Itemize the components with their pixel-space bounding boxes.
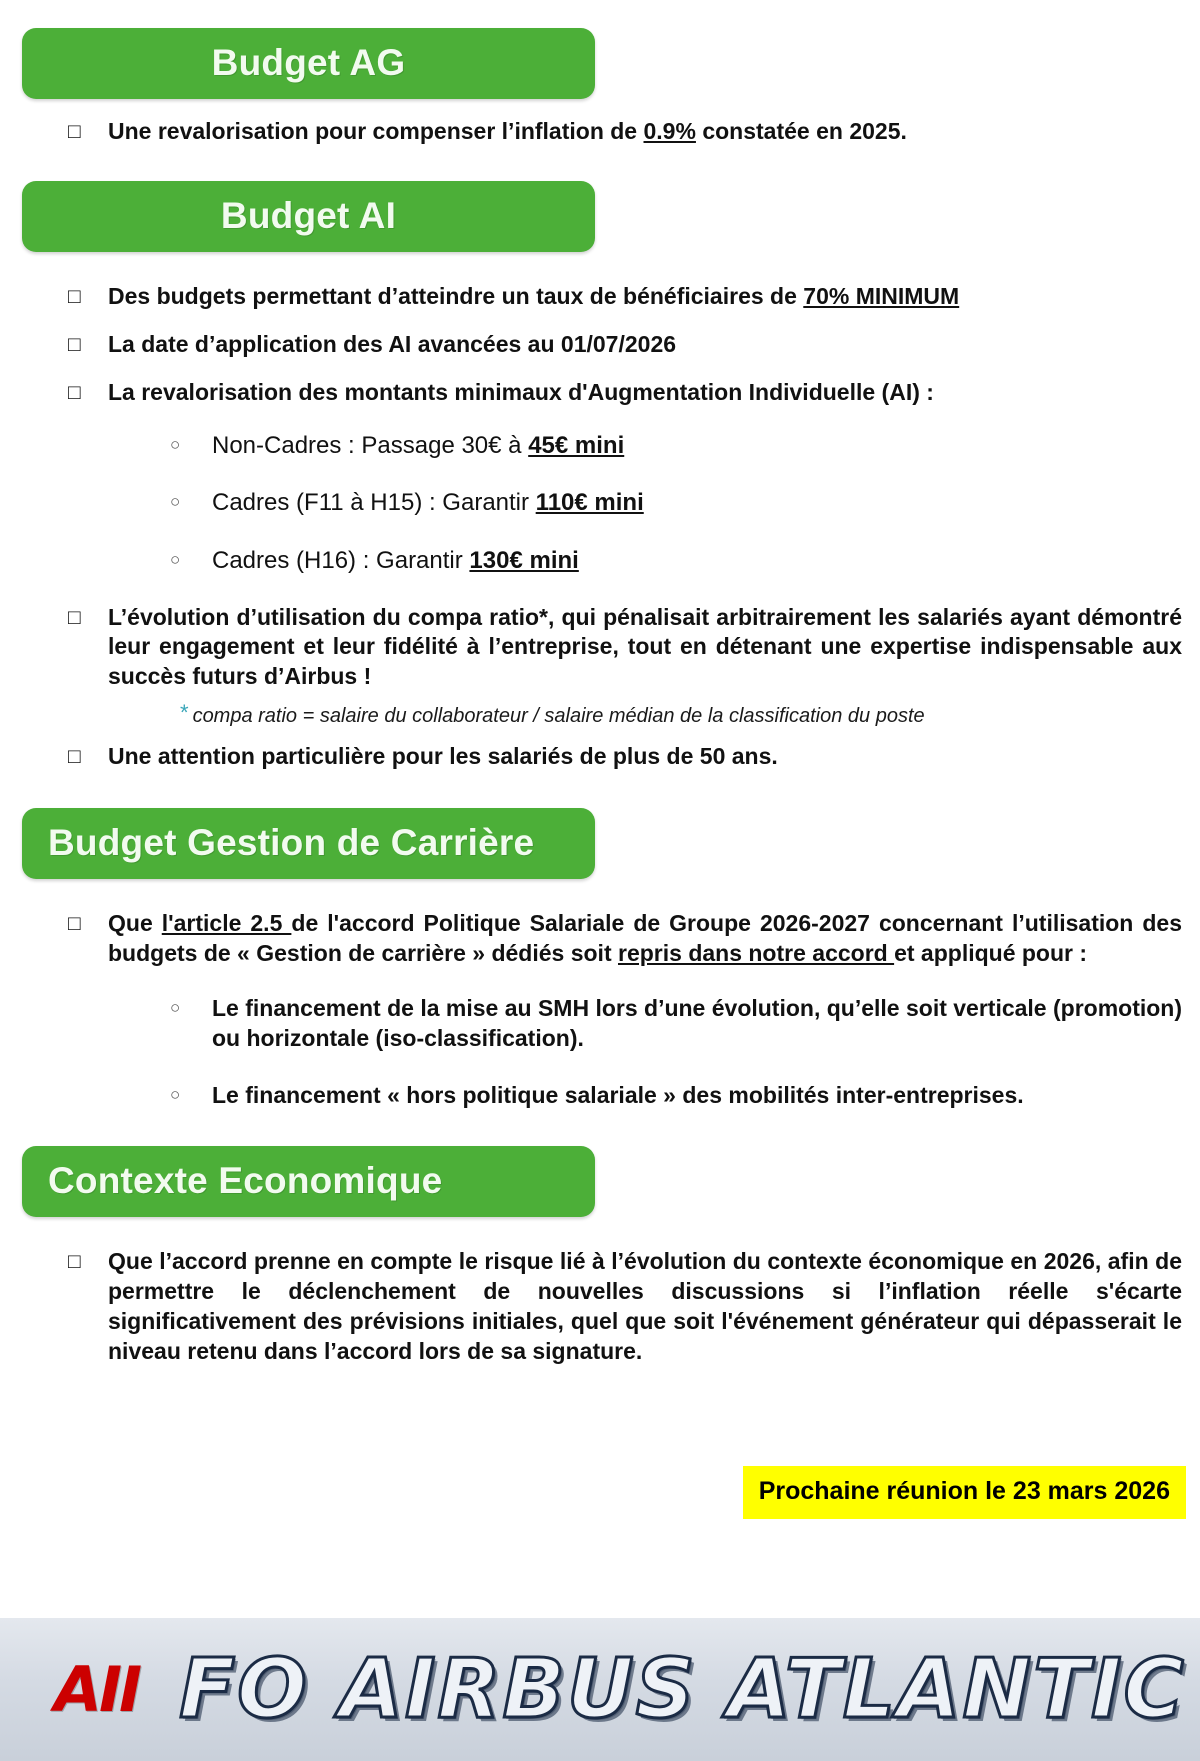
circle-bullet-icon (170, 997, 180, 1019)
meeting-notice-row (0, 1466, 1200, 1519)
asterisk-icon: * (180, 700, 189, 726)
footnote-text: compa ratio = salaire du collaborateur / salaire médian de la classification du poste (192, 705, 925, 728)
bullet-text: La revalorisation des montants minimaux d'Augmentation Individuelle (AI) : (108, 378, 934, 405)
section-header-budget-ag: Budget AG (22, 28, 595, 99)
sub-bullet-text: Le financement « hors politique salariale » des mobilités inter-entreprises. (212, 1081, 1024, 1108)
bullet-item (0, 378, 1200, 408)
square-bullet-icon (68, 604, 81, 631)
sub-bullet-text: Le financement de la mise au SMH lors d’une évolution, qu’elle soit verticale (promotion) ou horizontale (iso-classification). (212, 994, 1183, 1052)
bullet-text: Des budgets permettant d’atteindre un taux de bénéficiaires de 70% MINIMUM (108, 282, 960, 309)
bullet-item (0, 330, 1200, 360)
footer-band (0, 1618, 1200, 1761)
sub-bullet-item (0, 993, 1200, 1054)
bullet-text: L’évolution d’utilisation du compa ratio*, qui pénalisait arbitrairement les salariés ayant démontré leur engagement et leur fidélité à l’entreprise, tout en détenant une expertise indispensable aux succès futurs d’Airbus ! (108, 603, 1182, 690)
sub-bullet-text: Non-Cadres : Passage 30€ à 45€ mini (212, 431, 625, 459)
bullet-item (0, 1247, 1200, 1367)
circle-bullet-icon (170, 1084, 180, 1106)
bullet-item (0, 909, 1200, 969)
meeting-notice-badge: Prochaine réunion le 23 mars 2026 (743, 1466, 1186, 1519)
bullet-item (0, 117, 1200, 147)
sub-bullet-text: Cadres (F11 à H15) : Garantir 110€ mini (212, 489, 644, 517)
square-bullet-icon (68, 283, 81, 310)
bullet-text: La date d’application des AI avancées au 01/07/2026 (108, 330, 677, 357)
bullet-text: Une attention particulière pour les salariés de plus de 50 ans. (108, 743, 778, 770)
section-header-budget-gestion-de-carriere: Budget Gestion de Carrière (22, 808, 595, 879)
square-bullet-icon (68, 118, 81, 145)
sub-bullet-item (0, 1080, 1200, 1110)
circle-bullet-icon (170, 549, 180, 571)
section-header-budget-ai: Budget AI (22, 181, 595, 252)
bullet-text: Que l’accord prenne en compte le risque lié à l’évolution du contexte économique en 2026, afin de permettre le déclenchement de nouvelles discussions si l’inflation réelle s'écarte significativement des prévisions initiales, quel que soit l'événement générateur qui dépasserait le niveau retenu dans l’accord lors de sa signature. (108, 1248, 1182, 1364)
bullet-item (0, 603, 1200, 693)
bullet-list-budget-ai-tail (0, 742, 1200, 772)
square-bullet-icon (68, 1248, 81, 1275)
square-bullet-icon (68, 910, 81, 937)
aii-logo-mark: AII (54, 1652, 140, 1726)
footnote-compa-ratio (0, 700, 1200, 728)
sub-bullet-item (0, 487, 1200, 519)
square-bullet-icon (68, 379, 81, 406)
bullet-list-budget-ai (0, 282, 1200, 692)
section-header-contexte-economique: Contexte Economique (22, 1146, 595, 1217)
bullet-text: Une revalorisation pour compenser l’inflation de 0.9% constatée en 2025. (108, 118, 907, 144)
bullet-list-contexte-economique (0, 1247, 1200, 1367)
bullet-item (0, 742, 1200, 772)
bullet-list-budget-ag (0, 117, 1200, 147)
bullet-text: Que l'article 2.5 de l'accord Politique Salariale de Groupe 2026-2027 concernant l’utilisation des budgets de « Gestion de carrière » dédiés soit repris dans notre accord et appliqué pour : (108, 910, 1182, 967)
fo-airbus-atlantic-wordmark: FO AIRBUS ATLANTIC (179, 1641, 1186, 1737)
square-bullet-icon (68, 743, 81, 770)
bullet-item (0, 282, 1200, 312)
sub-bullet-item (0, 545, 1200, 577)
tract-page (0, 28, 1200, 1761)
square-bullet-icon (68, 331, 81, 358)
sub-bullet-item (0, 430, 1200, 462)
circle-bullet-icon (170, 434, 180, 456)
sub-bullet-text: Cadres (H16) : Garantir 130€ mini (212, 546, 579, 574)
bullet-list-gestion-carriere (0, 909, 1200, 1110)
circle-bullet-icon (170, 491, 180, 513)
